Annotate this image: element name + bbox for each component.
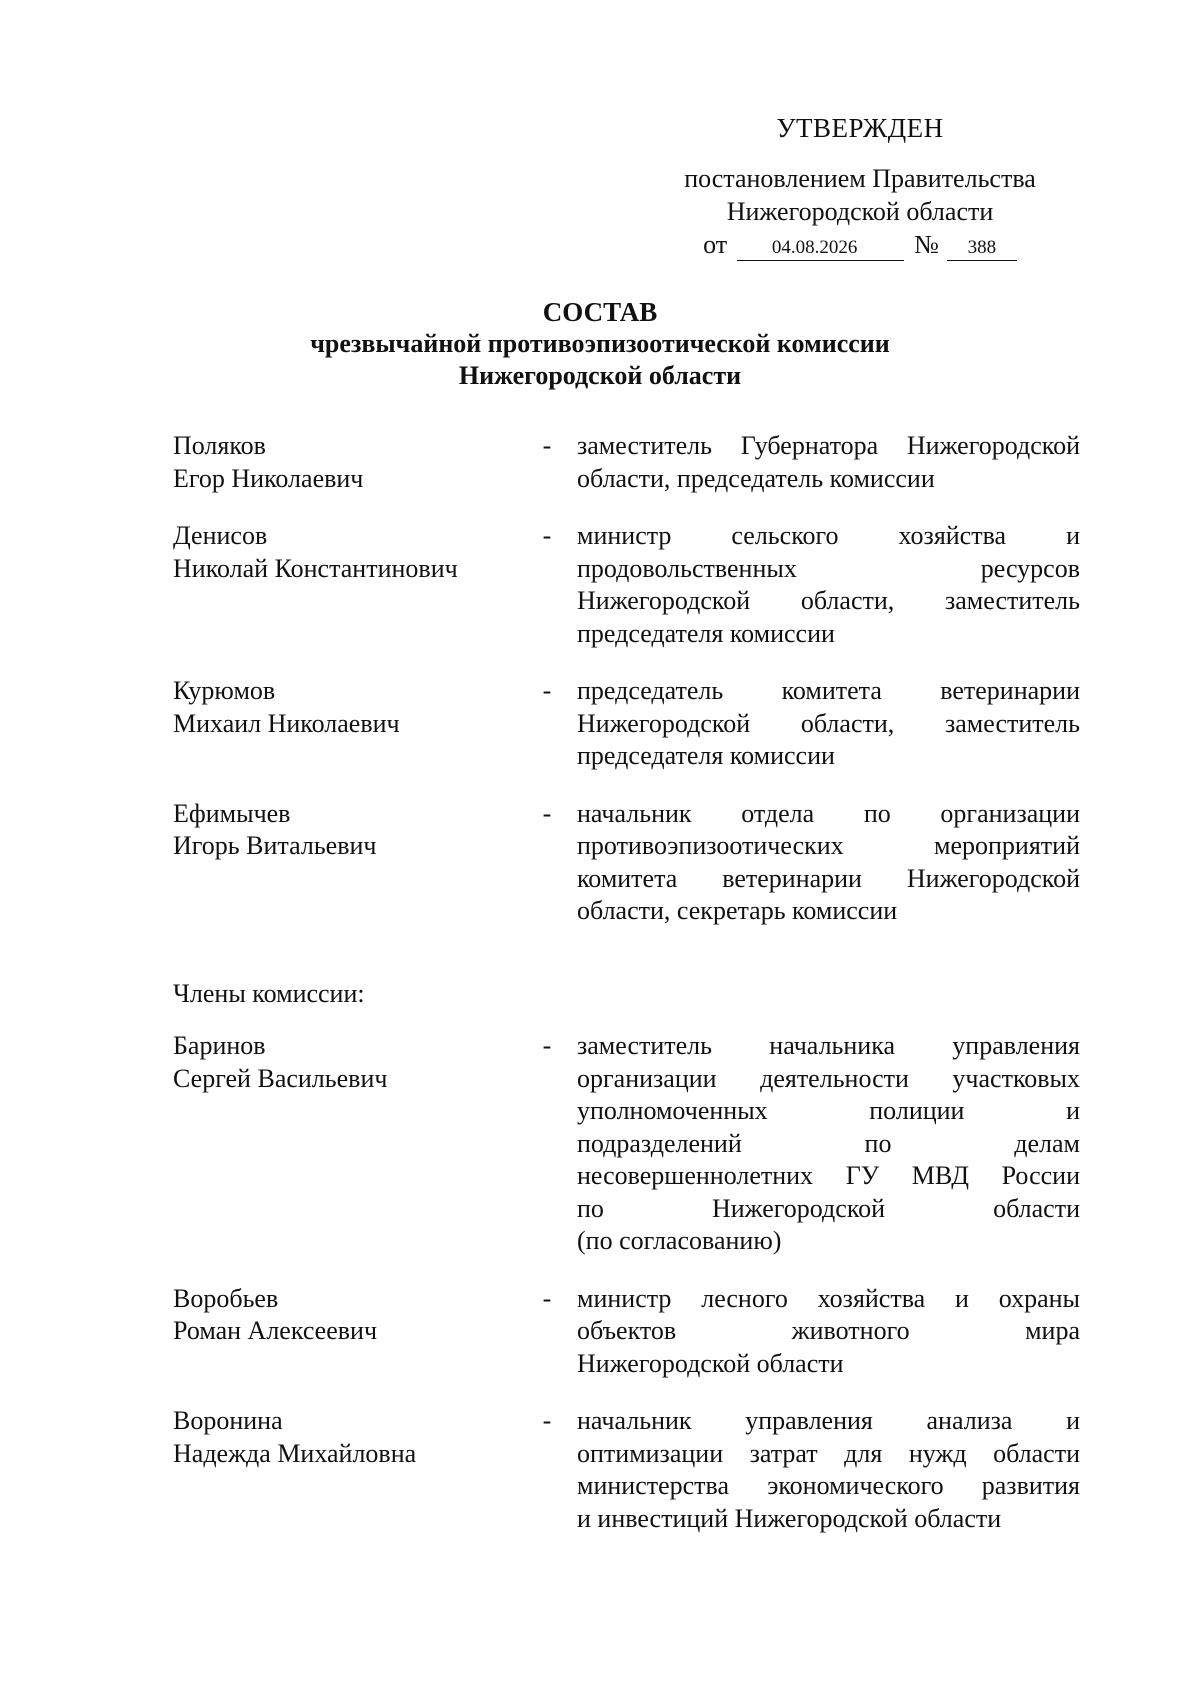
separator-dash: - [542,676,552,705]
member-name [173,1405,513,1535]
position-line: объектов животного мира [577,1316,1080,1345]
roster-entry [173,675,1080,773]
approval-date-number-line [640,228,1080,261]
member-name [173,520,513,650]
separator-dash: - [542,1406,552,1435]
position-line: продовольственных ресурсов [577,553,1080,583]
roster-entry [173,520,1080,650]
roster-entry [173,1030,1080,1258]
position-line: несовершеннолетних ГУ МВД России [577,1161,1080,1190]
member-position [577,1283,1080,1381]
position-line: Нижегородской области, заместитель [577,586,1080,615]
roster-entry [173,798,1080,928]
members-section-label: Члены комиссии: [173,978,365,1008]
member-given-names: Николай Константинович [173,553,458,583]
position-line: противоэпизоотических мероприятий [577,831,1080,860]
approval-stamp [640,112,1080,261]
member-position [577,430,1080,495]
member-name [173,675,513,773]
resolution-number: 388 [947,236,1017,261]
approved-heading: УТВЕРЖДЕН [776,113,944,143]
member-surname: Курюмов [173,676,276,705]
member-surname: Денисов [173,521,268,550]
approval-line-2: Нижегородской области [726,197,994,226]
position-line: председатель комитета ветеринарии [577,676,1080,705]
position-line: председателя комиссии [577,618,835,648]
position-line: области, председатель комиссии [577,463,935,493]
member-given-names: Роман Алексеевич [173,1316,378,1345]
position-line: организации деятельности участковых [577,1063,1080,1093]
member-position [577,1405,1080,1535]
position-line: области, секретарь комиссии [577,896,898,925]
member-name [173,430,513,495]
commission-roster [173,430,1080,1535]
member-name [173,798,513,928]
position-line: министр сельского хозяйства и [577,521,1080,550]
member-position [577,520,1080,650]
member-given-names: Егор Николаевич [173,463,364,493]
document-title [0,296,1200,392]
position-line: министерства экономического развития [577,1471,1080,1500]
position-line: заместитель начальника управления [577,1031,1080,1060]
roster-entry [173,1405,1080,1535]
member-surname: Поляков [173,431,266,460]
title-main: СОСТАВ [542,297,658,327]
resolution-date: 04.08.2026 [737,236,904,261]
member-position [577,1030,1080,1258]
title-line-1: чрезвычайной противоэпизоотической комиссии [310,329,890,358]
separator-dash: - [542,798,552,828]
roster-entry [173,1283,1080,1381]
position-line: начальник отдела по организации [577,798,1080,828]
member-surname: Ефимычев [173,798,291,828]
position-line: комитета ветеринарии Нижегородской [577,863,1080,893]
number-sign: № [914,230,939,259]
position-line: (по согласованию) [577,1226,782,1255]
member-position [577,675,1080,773]
position-line: уполномоченных полиции и [577,1096,1080,1125]
roster-entry [173,430,1080,495]
position-line: председателя комиссии [577,741,835,770]
approval-line-1: постановлением Правительства [684,164,1036,193]
member-given-names: Сергей Васильевич [173,1063,388,1093]
position-line: начальник управления анализа и [577,1406,1080,1435]
member-position [577,798,1080,928]
position-line: заместитель Губернатора Нижегородской [577,431,1080,460]
member-given-names: Надежда Михайловна [173,1438,417,1468]
member-given-names: Игорь Витальевич [173,831,377,860]
position-line: по Нижегородской области [577,1193,1080,1223]
position-line: Нижегородской области [577,1348,844,1378]
from-label: от [703,230,728,259]
position-line: и инвестиций Нижегородской области [577,1503,1002,1533]
member-surname: Воробьев [173,1283,279,1313]
separator-dash: - [542,1031,552,1060]
position-line: подразделений по делам [577,1128,1080,1158]
member-surname: Баринов [173,1031,266,1060]
member-surname: Воронина [173,1406,283,1435]
position-line: министр лесного хозяйства и охраны [577,1283,1080,1313]
position-line: оптимизации затрат для нужд области [577,1438,1080,1468]
separator-dash: - [542,521,552,550]
separator-dash: - [542,1283,552,1313]
member-name [173,1283,513,1381]
title-line-2: Нижегородской области [458,361,742,390]
member-name [173,1030,513,1258]
member-given-names: Михаил Николаевич [173,708,400,738]
separator-dash: - [542,431,552,460]
position-line: Нижегородской области, заместитель [577,708,1080,738]
